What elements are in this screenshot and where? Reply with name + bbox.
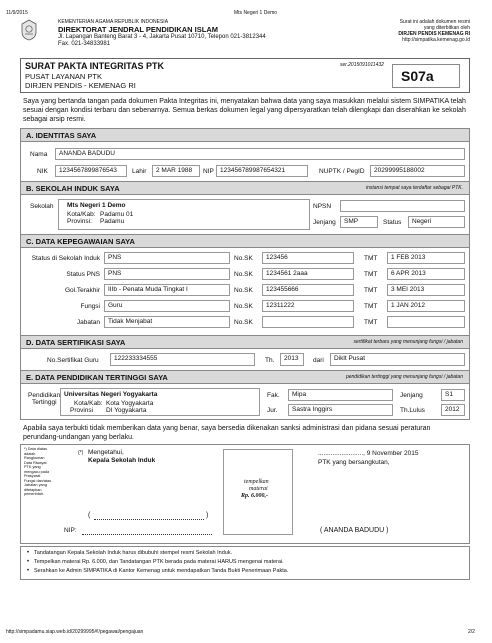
e-jenjang-label: Jenjang [400, 392, 423, 399]
kepegawaian-label: Gol.Terakhir [64, 287, 100, 294]
mark-asterisk: (*) [78, 450, 84, 456]
kepala-nip-line [82, 534, 212, 535]
kepegawaian-tmt-value: 6 APR 2013 [387, 268, 465, 280]
section-d-header [20, 335, 470, 349]
kepegawaian-value: IIIb - Penata Muda Tingkat I [104, 284, 230, 296]
section-b-note: instansi tempat saya terdaftar sebagai PTK. [366, 185, 463, 191]
fak-label: Fak. [267, 392, 280, 399]
lulus-value: 2012 [441, 404, 465, 416]
e-jenjang-value: S1 [441, 389, 465, 401]
kepegawaian-sk-label: No.SK [234, 271, 253, 278]
ptk-name: ( ANANDA BADUDU ) [320, 527, 389, 534]
univ-prov-value: DI Yogyakarta [106, 407, 147, 414]
section-c-title: C. DATA KEPEGAWAIAN SAYA [26, 237, 135, 246]
footer-url: http://simpadamu.siap.web.id/20299995#!/pegawai/pengajuan [6, 629, 144, 635]
kepegawaian-label: Fungsi [80, 303, 100, 310]
doc-serial: ser.2015091011432 [340, 62, 384, 68]
sekolah-label: Sekolah [30, 203, 54, 210]
sekolah-kota-value: Padamu 01 [100, 211, 134, 218]
materai-line3: Rp. 6.000,- [241, 493, 268, 499]
section-e-note: pendidikan tertinggi yang menunjang fungsi / jabatan [345, 374, 463, 380]
directorate-name: DIREKTORAT JENDRAL PENDIDIKAN ISLAM [58, 25, 219, 34]
kepala-label: Kepala Sekolah Induk [88, 457, 156, 464]
kepegawaian-tmt-value: 1 FEB 2013 [387, 252, 465, 264]
sertifikat-th-value: 2013 [280, 353, 304, 366]
materai-box [223, 449, 293, 535]
kepegawaian-sk-value: 12311222 [262, 300, 354, 312]
note-bullet: • [27, 568, 30, 574]
univ-prov-label: Provinsi [70, 407, 94, 414]
print-date: 11/9/2015 [6, 10, 28, 16]
note-bullet: • [27, 559, 30, 565]
universitas-value: Universitas Negeri Yogyakarta [64, 391, 158, 398]
letterhead-address: Jl. Lapangan Banteng Barat 3 - 4, Jakarta Pusat 10710, Telepon 021-3812344 [58, 34, 266, 40]
lulus-label: Th.Lulus [400, 407, 425, 414]
doc-subtitle2: DIRJEN PENDIS - KEMENAG RI [25, 81, 136, 90]
kepegawaian-tmt-value: 3 MEI 2013 [387, 284, 465, 296]
sertifikat-th-label: Th. [265, 357, 275, 364]
kepegawaian-sk-value: 123456 [262, 252, 354, 264]
kepegawaian-tmt-value: 1 JAN 2012 [387, 300, 465, 312]
footer-page: 2/2 [468, 629, 475, 635]
kepegawaian-sk-value [262, 316, 354, 328]
letterhead-fax: Fax. 021-34833981 [58, 41, 111, 47]
lahir-value: 2 MAR 1988 [152, 165, 200, 177]
sekolah-kota-label: Kota/Kab: [67, 211, 96, 218]
section-e-title: E. DATA PENDIDIKAN TERTINGGI SAYA [26, 373, 168, 382]
jenjang-label: Jenjang [313, 219, 336, 226]
side-note: *) Data diatas adalah Rangkuman Data Riwayat PTK yang mengacu pada Prasyarat Fungsi dan/atau Jabatan yang ditetapkan pemerintah. [24, 447, 52, 496]
fak-value: Mipa [288, 389, 393, 401]
status-value: Negeri [408, 216, 465, 228]
kepegawaian-label: Status di Sekolah Induk [31, 255, 100, 262]
kepegawaian-sk-label: No.SK [234, 303, 253, 310]
print-title: Mts Negeri 1 Demo [234, 10, 278, 16]
section-d-title: D. DATA SERTIFIKASI SAYA [26, 338, 126, 347]
status-label: Status [383, 219, 402, 226]
section-a-header [20, 128, 470, 142]
kepegawaian-value: Guru [104, 300, 230, 312]
kepegawaian-sk-label: No.SK [234, 319, 253, 326]
sertifikat-no-value: 122233334555 [110, 353, 255, 366]
ministry-name: KEMENTERIAN AGAMA REPUBLIK INDONESIA [58, 19, 169, 25]
kepegawaian-sk-label: No.SK [234, 255, 253, 262]
materai-line2: materai [249, 486, 268, 492]
nik-label: NIK [37, 168, 48, 175]
kepegawaian-sk-label: No.SK [234, 287, 253, 294]
jenjang-value: SMP [340, 216, 378, 228]
nama-value: ANANDA BADUDU [55, 148, 465, 160]
kepegawaian-tmt-label: TMT [364, 287, 378, 294]
sekolah-prov-value: Padamu [100, 218, 125, 225]
pendidikan-label-2: Tertinggi [32, 399, 57, 406]
kepegawaian-label: Status PNS [66, 271, 100, 278]
kemenag-logo [20, 19, 38, 41]
sertifikat-dari-value: Diklt Pusat [330, 353, 465, 366]
notice-line2: yang diterbitkan oleh [423, 25, 470, 31]
doc-subtitle1: PUSAT LAYANAN PTK [25, 72, 102, 81]
kepegawaian-label: Jabatan [76, 319, 100, 326]
nuptk-value: 20299995188002 [370, 165, 465, 177]
kepegawaian-sk-value: 123455666 [262, 284, 354, 296]
doc-title: SURAT PAKTA INTEGRITAS PTK [25, 61, 164, 71]
lahir-label: Lahir [132, 168, 147, 175]
nik-value: 1234567899876543 [55, 165, 127, 177]
note-item: Serahkan ke Admin SIMPATIKA di Kantor Kemenag untuk mendapatkan Tanda Bukti Penerimaan Pakta. [34, 568, 289, 574]
notice-line3: DIRJEN PENDIS KEMENAG RI [398, 31, 470, 37]
pendidikan-label-1: Pendidikan [28, 392, 61, 399]
npsn-label: NPSN [313, 203, 332, 210]
nama-label: Nama [30, 151, 48, 158]
doc-code: S07a [401, 68, 434, 84]
univ-kota-value: Kota Yogyakarta [106, 400, 154, 407]
materai-line1: tempelkan [244, 479, 269, 485]
section-b-title: B. SEKOLAH INDUK SAYA [26, 184, 120, 193]
jur-label: Jur. [267, 407, 278, 414]
sertifikat-no-label: No.Sertifikat Guru [47, 357, 99, 364]
kepegawaian-sk-value: 1234561 2aaa [262, 268, 354, 280]
sekolah-prov-label: Provinsi: [67, 218, 92, 225]
kepala-close-paren: ) [206, 512, 209, 519]
kepegawaian-value: PNS [104, 252, 230, 264]
section-d-note: sertifikat terbaru yang menunjang fungsi / jabatan [353, 339, 463, 345]
kepegawaian-value: PNS [104, 268, 230, 280]
intro-paragraph: Saya yang bertanda tangan pada dokumen Pakta Integritas ini, menyatakan bahwa data yang saya masukkan melalui sistem SIMPATIKA telah sesuai dengan kondisi terbaru dan sebenarnya. Semua berkas dokumen legal yang dipersyaratkan telah dilengkapi dan diserahkan ke sekolah sebagai arsip resmi. [23, 98, 466, 123]
mengetahui-label: Mengetahui, [88, 449, 124, 456]
section-e-header [20, 370, 470, 384]
kepegawaian-tmt-label: TMT [364, 255, 378, 262]
nuptk-label: NUPTK / PegID [319, 168, 365, 175]
notice-line1: Surat ini adalah dokumen resmi [399, 19, 470, 25]
kepegawaian-tmt-value [387, 316, 465, 328]
kepala-nip-label: NIP: [64, 527, 77, 534]
univ-kota-label: Kota/Kab: [74, 400, 103, 407]
note-bullet: • [27, 550, 30, 556]
npsn-value [340, 200, 465, 212]
section-c-header [20, 234, 470, 248]
nip-value: 123456789987654321 [216, 165, 308, 177]
sign-date: ........................., 9 November 2015 [318, 450, 419, 457]
section-b-header [20, 181, 470, 195]
nip-label: NIP [203, 168, 214, 175]
kepegawaian-tmt-label: TMT [364, 303, 378, 310]
sekolah-value: Mts Negeri 1 Demo [67, 202, 126, 209]
statement-paragraph: Apabila saya terbukti tidak memberikan data yang benar, saya bersedia dikenakan sanksi administrasi dan pidana sesuai peraturan perundang-undangan yang berlaku. [23, 425, 431, 441]
kepala-name-line [94, 519, 204, 520]
kepala-open-paren: ( [88, 512, 91, 519]
note-item: Tandatangan Kepala Sekolah Induk harus dibubuhi stempel resmi Sekolah Induk. [34, 550, 233, 556]
kepegawaian-value: Tidak Menjabat [104, 316, 230, 328]
section-a-title: A. IDENTITAS SAYA [26, 131, 97, 140]
sertifikat-dari-label: dari [313, 357, 324, 364]
ptk-label: PTK yang bersangkutan, [318, 459, 390, 466]
jur-value: Sastra Inggirs [288, 404, 393, 416]
note-item: Tempelkan materai Rp. 6.000, dan Tandatangan PTK berada pada materai HARUS mengenai materai. [34, 559, 284, 565]
kepegawaian-tmt-label: TMT [364, 319, 378, 326]
kepegawaian-tmt-label: TMT [364, 271, 378, 278]
notice-url: http://simpatika.kemenag.go.id [402, 37, 470, 43]
